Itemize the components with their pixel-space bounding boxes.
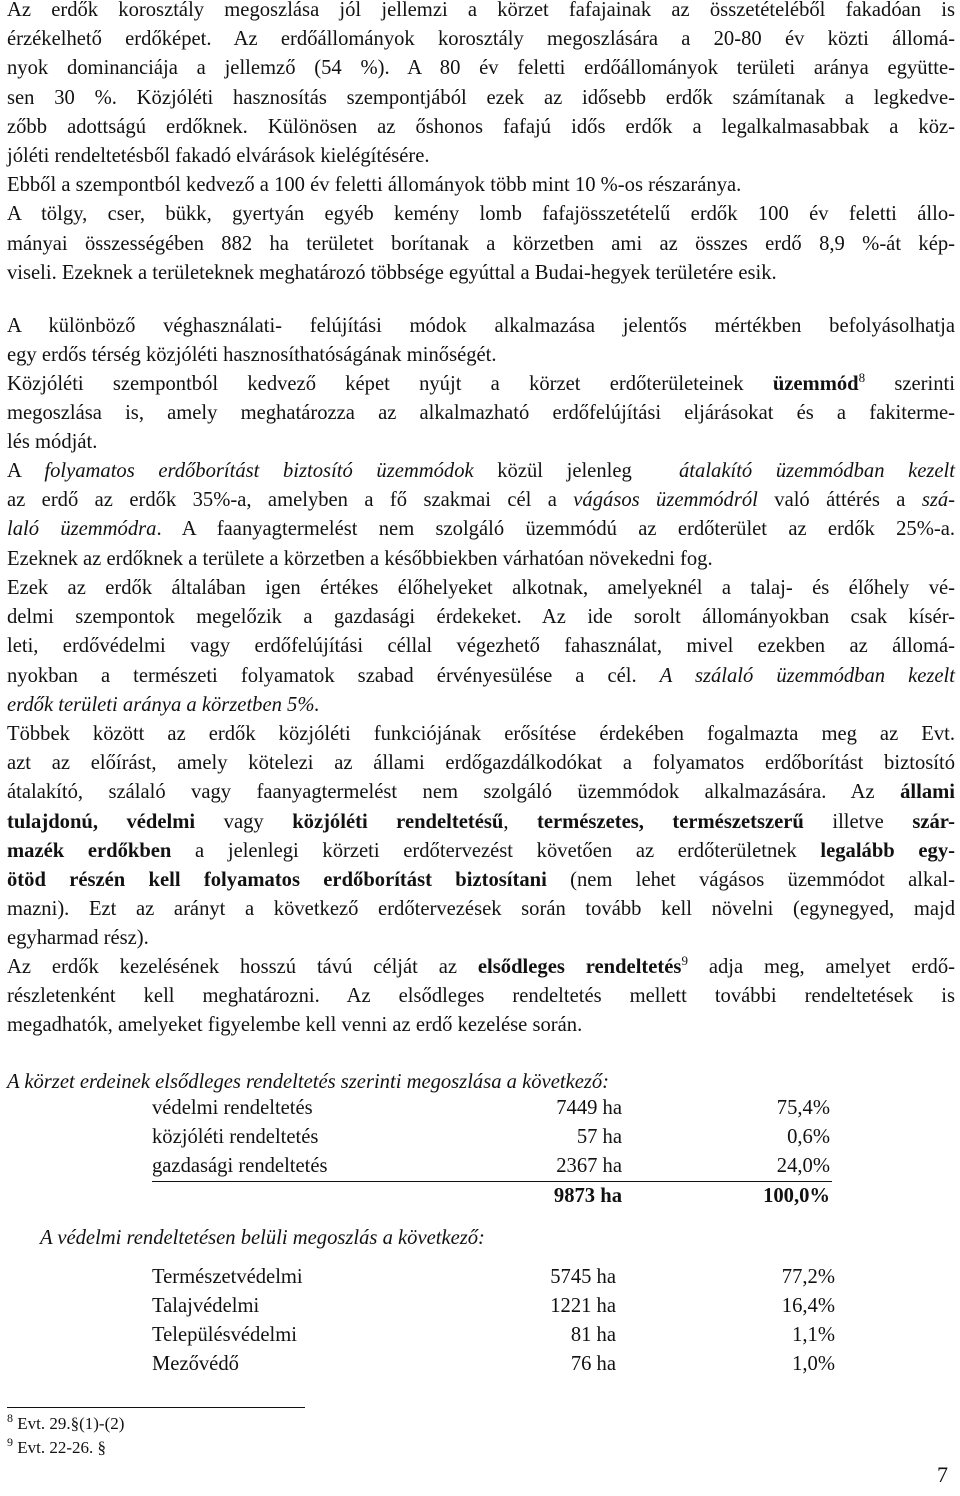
row-name: Természetvédelmi <box>152 1266 303 1288</box>
bold-run: ötöd részén kell folyamatos erdőborítást biztosítani <box>7 869 547 892</box>
text-run: . A faanyagtermelést nem szolgáló üzemmódú az erdőterület az erdők 25%-a. <box>156 518 955 541</box>
row-area: 1221 ha <box>550 1295 616 1317</box>
text-line: leti, erdővédelmi vagy erdőfelújítási céllal végezhető fahasználat, mivel ezekben az állomá- <box>7 635 955 658</box>
bold-run: legalább egy- <box>820 839 955 862</box>
text-line: Többek között az erdők közjóléti funkciójának erősítése érdekében fogalmazta meg az Evt. <box>7 723 955 745</box>
paragraph-felujitasi <box>7 312 955 370</box>
table-row <box>152 1126 832 1155</box>
text-line: Ebből a szempontból kedvező a 100 év feletti állományok több mint 10 %-os részaránya. <box>7 174 742 197</box>
row-name: védelmi rendeltetés <box>152 1097 313 1119</box>
footnote-separator <box>7 1407 305 1408</box>
table-row <box>152 1266 837 1295</box>
text-run: szerinti <box>865 373 955 395</box>
text-run: közül jelenleg <box>473 460 679 482</box>
table-row <box>152 1353 837 1382</box>
bold-run: közjóléti rendeltetésű <box>292 810 504 833</box>
text-run: átalakító, szálaló vagy faanyagtermelést nem szolgáló üzemmódok alkalmazására. Az <box>7 781 901 804</box>
table1-caption: A körzet erdeinek elsődleges rendeltetés szerinti megoszlása a következő: <box>7 1071 610 1093</box>
row-area: 57 ha <box>576 1126 622 1148</box>
italic-run: folyamatos erdőborítást biztosító üzemmódok <box>44 460 474 482</box>
text-line: mányai összességében 882 ha területet borítanak a körzetben ami az összes erdő 8,9 %-át kép- <box>7 232 955 255</box>
text-line: delmi szempontok megelőzik a gazdasági érdekeket. Az ide sorolt állományokban csak kísér- <box>7 606 955 629</box>
text-run: , <box>503 810 537 833</box>
total-pct: 100,0% <box>763 1185 830 1207</box>
row-area: 81 ha <box>570 1324 616 1346</box>
paragraph-elsodleges <box>7 953 955 1041</box>
row-name: Településvédelmi <box>152 1324 297 1346</box>
text-line: viseli. Ezeknek a területeknek meghatározó többsége egyúttal a Budai-hegyek területére esik. <box>7 261 777 284</box>
text-line: lés módját. <box>7 431 98 454</box>
footnote-ref-8: 8 <box>858 370 866 385</box>
text-line: azt az előírást, amely kötelezi az állami erdőgazdálkodókat a folyamatos erdőborítást biztosító <box>7 752 955 775</box>
row-area: 2367 ha <box>556 1155 622 1177</box>
text-run: Közjóléti szempontból kedvező képet nyújt a körzet erdőterületeinek <box>7 373 773 395</box>
row-pct: 75,4% <box>776 1097 830 1119</box>
italic-run: laló üzemmódra <box>7 518 157 541</box>
text-run: (nem lehet vágásos üzemmódot alkal- <box>546 869 955 892</box>
row-pct: 16,4% <box>781 1295 835 1317</box>
text-line: zőbb adottságú erdőknek. Különösen az őshonos fafajú idős erdők a legalkalmasabbak a köz- <box>7 115 955 138</box>
table-row <box>152 1295 837 1324</box>
text-line: megadhatók, amelyeket figyelembe kell venni az erdő kezelése során. <box>7 1014 583 1037</box>
paragraph-elohely <box>7 574 955 720</box>
text-line: nyok dominanciája a jellemző (54 %). A 80 év feletti erdőállományok területi aránya együtte- <box>7 57 955 80</box>
text-line: sen 30 %. Közjóléti hasznosítás szempontjából ezek az idősebb erdők számítanak a legkedve- <box>7 86 955 109</box>
row-pct: 24,0% <box>776 1155 830 1177</box>
text-run: való áttérés a <box>757 489 922 512</box>
italic-run: átalakító üzemmódban kezelt <box>679 460 955 482</box>
bold-run: elsődleges rendeltetés <box>477 956 682 978</box>
text-line: A különböző véghasználati- felújítási módok alkalmazása jelentős mértékben befolyásolhatja <box>7 315 955 337</box>
footnote-mark: 8 <box>7 1411 13 1425</box>
text-line: érzékelhető erdőképet. Az erdőállományok korosztály megoszlására a 20-80 év közti állomá- <box>7 28 955 51</box>
footnote-8 <box>7 1411 125 1434</box>
paragraph-folyamatos <box>7 457 955 574</box>
text-line: részletenként kell meghatározni. Az elsődleges rendeltetés mellett további rendeltetések is <box>7 985 955 1008</box>
text-line: A tölgy, cser, bükk, gyertyán egyéb kemény lomb fafajösszetételű erdők 100 év feletti állo- <box>7 203 955 226</box>
bold-run: állami <box>900 781 955 804</box>
row-pct: 0,6% <box>787 1126 830 1148</box>
table2-caption: A védelmi rendeltetésen belüli megoszlás a következő: <box>40 1227 485 1249</box>
row-pct: 1,0% <box>792 1353 835 1375</box>
row-area: 5745 ha <box>550 1266 616 1288</box>
text-run: adja meg, amelyet erdő- <box>687 956 955 978</box>
paragraph-age-classes <box>7 0 955 288</box>
row-name: gazdasági rendeltetés <box>152 1155 328 1177</box>
text-run: a jelenlegi körzeti erdőtervezést követően az erdőterületnek <box>171 839 821 862</box>
bold-run: szár- <box>912 810 956 833</box>
page-number: 7 <box>937 1462 948 1487</box>
footnote-text: Evt. 22-26. § <box>13 1438 107 1457</box>
term-uzemmod: üzemmód <box>772 373 859 395</box>
text-run: A <box>7 460 45 482</box>
footnote-mark: 9 <box>7 1435 13 1449</box>
text-line: egy erdős térség közjóléti hasznosíthatóságának minőségét. <box>7 344 497 367</box>
text-run: az erdő az erdők 35%-a, amelyben a fő szakmai cél a <box>7 489 574 512</box>
row-area: 7449 ha <box>556 1097 622 1119</box>
paragraph-evt <box>7 720 955 954</box>
text-run: illetve <box>803 810 913 833</box>
italic-run: szá- <box>921 489 955 512</box>
bold-run: természetes, természetszerű <box>536 810 804 833</box>
row-name: Talajvédelmi <box>152 1295 260 1317</box>
text-line: erdők területi aránya a körzetben 5%. <box>7 693 320 716</box>
italic-run: vágásos üzemmódról <box>573 489 758 512</box>
text-line: Az erdők korosztály megoszlása jól jellemzi a körzet fafajainak az összetételéből fakadóan is <box>7 0 955 21</box>
text-line: egyharmad rész). <box>7 927 149 950</box>
bold-run: mazék erdőkben <box>7 839 172 862</box>
text-line: mazni). Ezt az arányt a következő erdőtervezések során tovább kell növelni (egynegyed, majd <box>7 898 955 921</box>
table-row <box>152 1097 832 1126</box>
text-run: vagy <box>195 810 293 833</box>
table-total-row <box>152 1185 832 1214</box>
row-name: Mezővédő <box>152 1353 239 1375</box>
footnote-ref-9: 9 <box>681 953 688 968</box>
row-pct: 1,1% <box>792 1324 835 1346</box>
total-area: 9873 ha <box>553 1185 622 1207</box>
text-line: megoszlása is, amely meghatározza az alkalmazható erdőfelújítási eljárásokat és a fakiterme- <box>7 402 955 425</box>
bold-run: tulajdonú, védelmi <box>7 810 196 833</box>
paragraph-uzemmod <box>7 370 955 458</box>
row-area: 76 ha <box>570 1353 616 1375</box>
italic-run: A szálaló üzemmódban kezelt <box>659 664 955 687</box>
footnote-text: Evt. 29.§(1)-(2) <box>13 1414 125 1433</box>
table-row <box>152 1155 832 1182</box>
text-run: Az erdők kezelésének hosszú távú célját az <box>7 956 478 978</box>
row-name: közjóléti rendeltetés <box>152 1126 319 1148</box>
table-row <box>152 1324 837 1353</box>
text-line: jóléti rendeltetésből fakadó elvárások kielégítésére. <box>7 145 430 168</box>
text-run: nyokban a természeti folyamatok szabad érvényesülése a cél. <box>7 664 660 687</box>
row-pct: 77,2% <box>781 1266 835 1288</box>
footnote-9 <box>7 1435 107 1458</box>
text-line: Ezeknek az erdőknek a területe a körzetben a későbbiekben várhatóan növekedni fog. <box>7 547 713 570</box>
text-line: Ezek az erdők általában igen értékes élőhelyeket alkotnak, amelyeknél a talaj- és élőhely vé- <box>7 577 955 599</box>
